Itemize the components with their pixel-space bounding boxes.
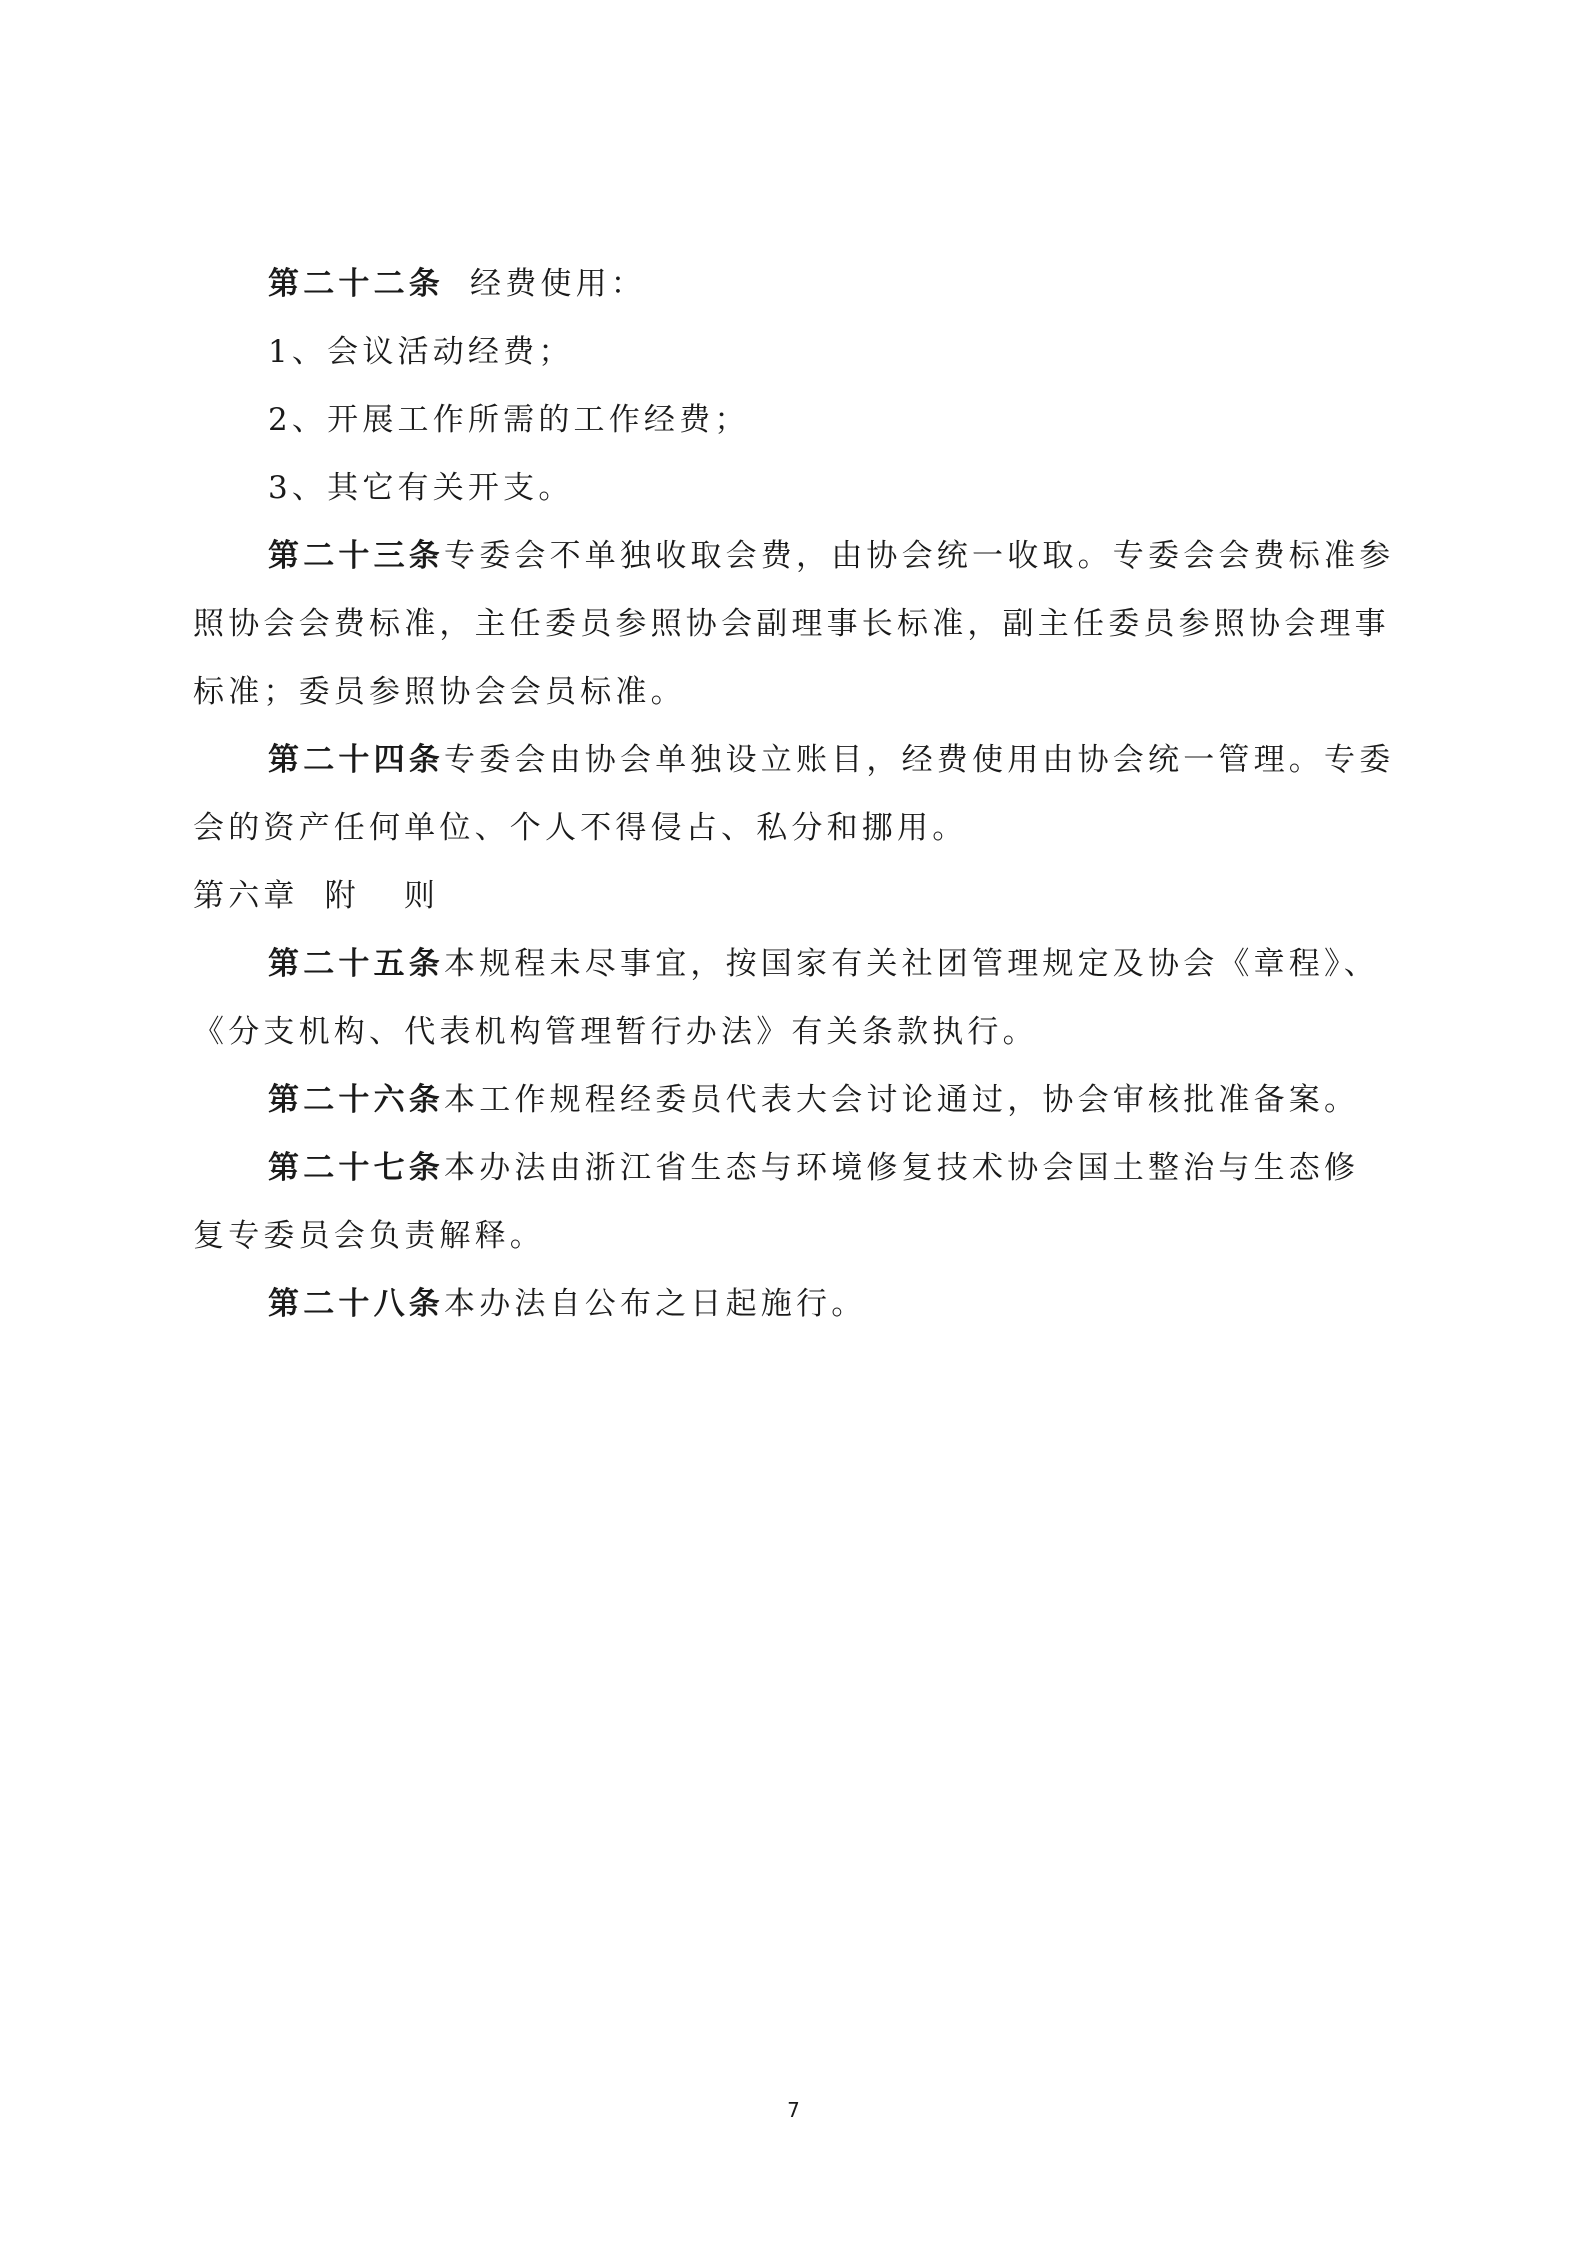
article-22-text: 经费使用： [470, 266, 646, 302]
chapter-6-label: 第六章 [193, 878, 299, 914]
article-25-heading: 第二十五条 [268, 946, 444, 982]
article-24-heading: 第二十四条 [268, 742, 444, 778]
page-number: 7 [787, 2098, 800, 2122]
article-23-heading: 第二十三条 [268, 538, 444, 574]
article-23-line-1 [268, 536, 1394, 576]
article-28-line [268, 1284, 866, 1324]
article-22-item-2: 2、开展工作所需的工作经费； [268, 402, 750, 438]
article-25-line-1 [268, 944, 1379, 984]
article-26-heading: 第二十六条 [268, 1082, 444, 1118]
article-23-line-3: 标准；委员参照协会会员标准。 [193, 674, 686, 710]
article-26-line [268, 1080, 1359, 1120]
article-23-line-2: 照协会会费标准，主任委员参照协会副理事长标准，副主任委员参照协会理事 [193, 606, 1390, 642]
article-22-item-1: 1、会议活动经费； [268, 334, 574, 370]
chapter-6-title-b: 则 [403, 878, 440, 914]
article-22-item-3: 3、其它有关开支。 [268, 470, 574, 506]
article-25-text-1: 本规程未尽事宜，按国家有关社团管理规定及协会《章程》、 [444, 946, 1379, 982]
article-23-text-1: 专委会不单独收取会费，由协会统一收取。专委会会费标准参 [444, 538, 1395, 574]
article-24-text-1: 专委会由协会单独设立账目，经费使用由协会统一管理。专委 [444, 742, 1395, 778]
article-26-text: 本工作规程经委员代表大会讨论通过，协会审核批准备案。 [444, 1082, 1360, 1118]
article-25-line-2: 《分支机构、代表机构管理暂行办法》有关条款执行。 [193, 1014, 1038, 1050]
article-22-line [268, 264, 646, 304]
article-27-heading: 第二十七条 [268, 1150, 444, 1186]
article-22-heading: 第二十二条 [268, 266, 444, 302]
article-24-line-1 [268, 740, 1394, 780]
article-28-heading: 第二十八条 [268, 1286, 444, 1322]
article-28-text: 本办法自公布之日起施行。 [444, 1286, 867, 1322]
article-24-line-2: 会的资产任何单位、个人不得侵占、私分和挪用。 [193, 810, 968, 846]
article-27-line-1 [268, 1148, 1359, 1188]
chapter-6-title-a: 附 [324, 878, 360, 914]
article-27-line-2: 复专委员会负责解释。 [193, 1218, 545, 1254]
chapter-6-heading [193, 876, 439, 916]
article-27-text-1: 本办法由浙江省生态与环境修复技术协会国土整治与生态修 [444, 1150, 1360, 1186]
